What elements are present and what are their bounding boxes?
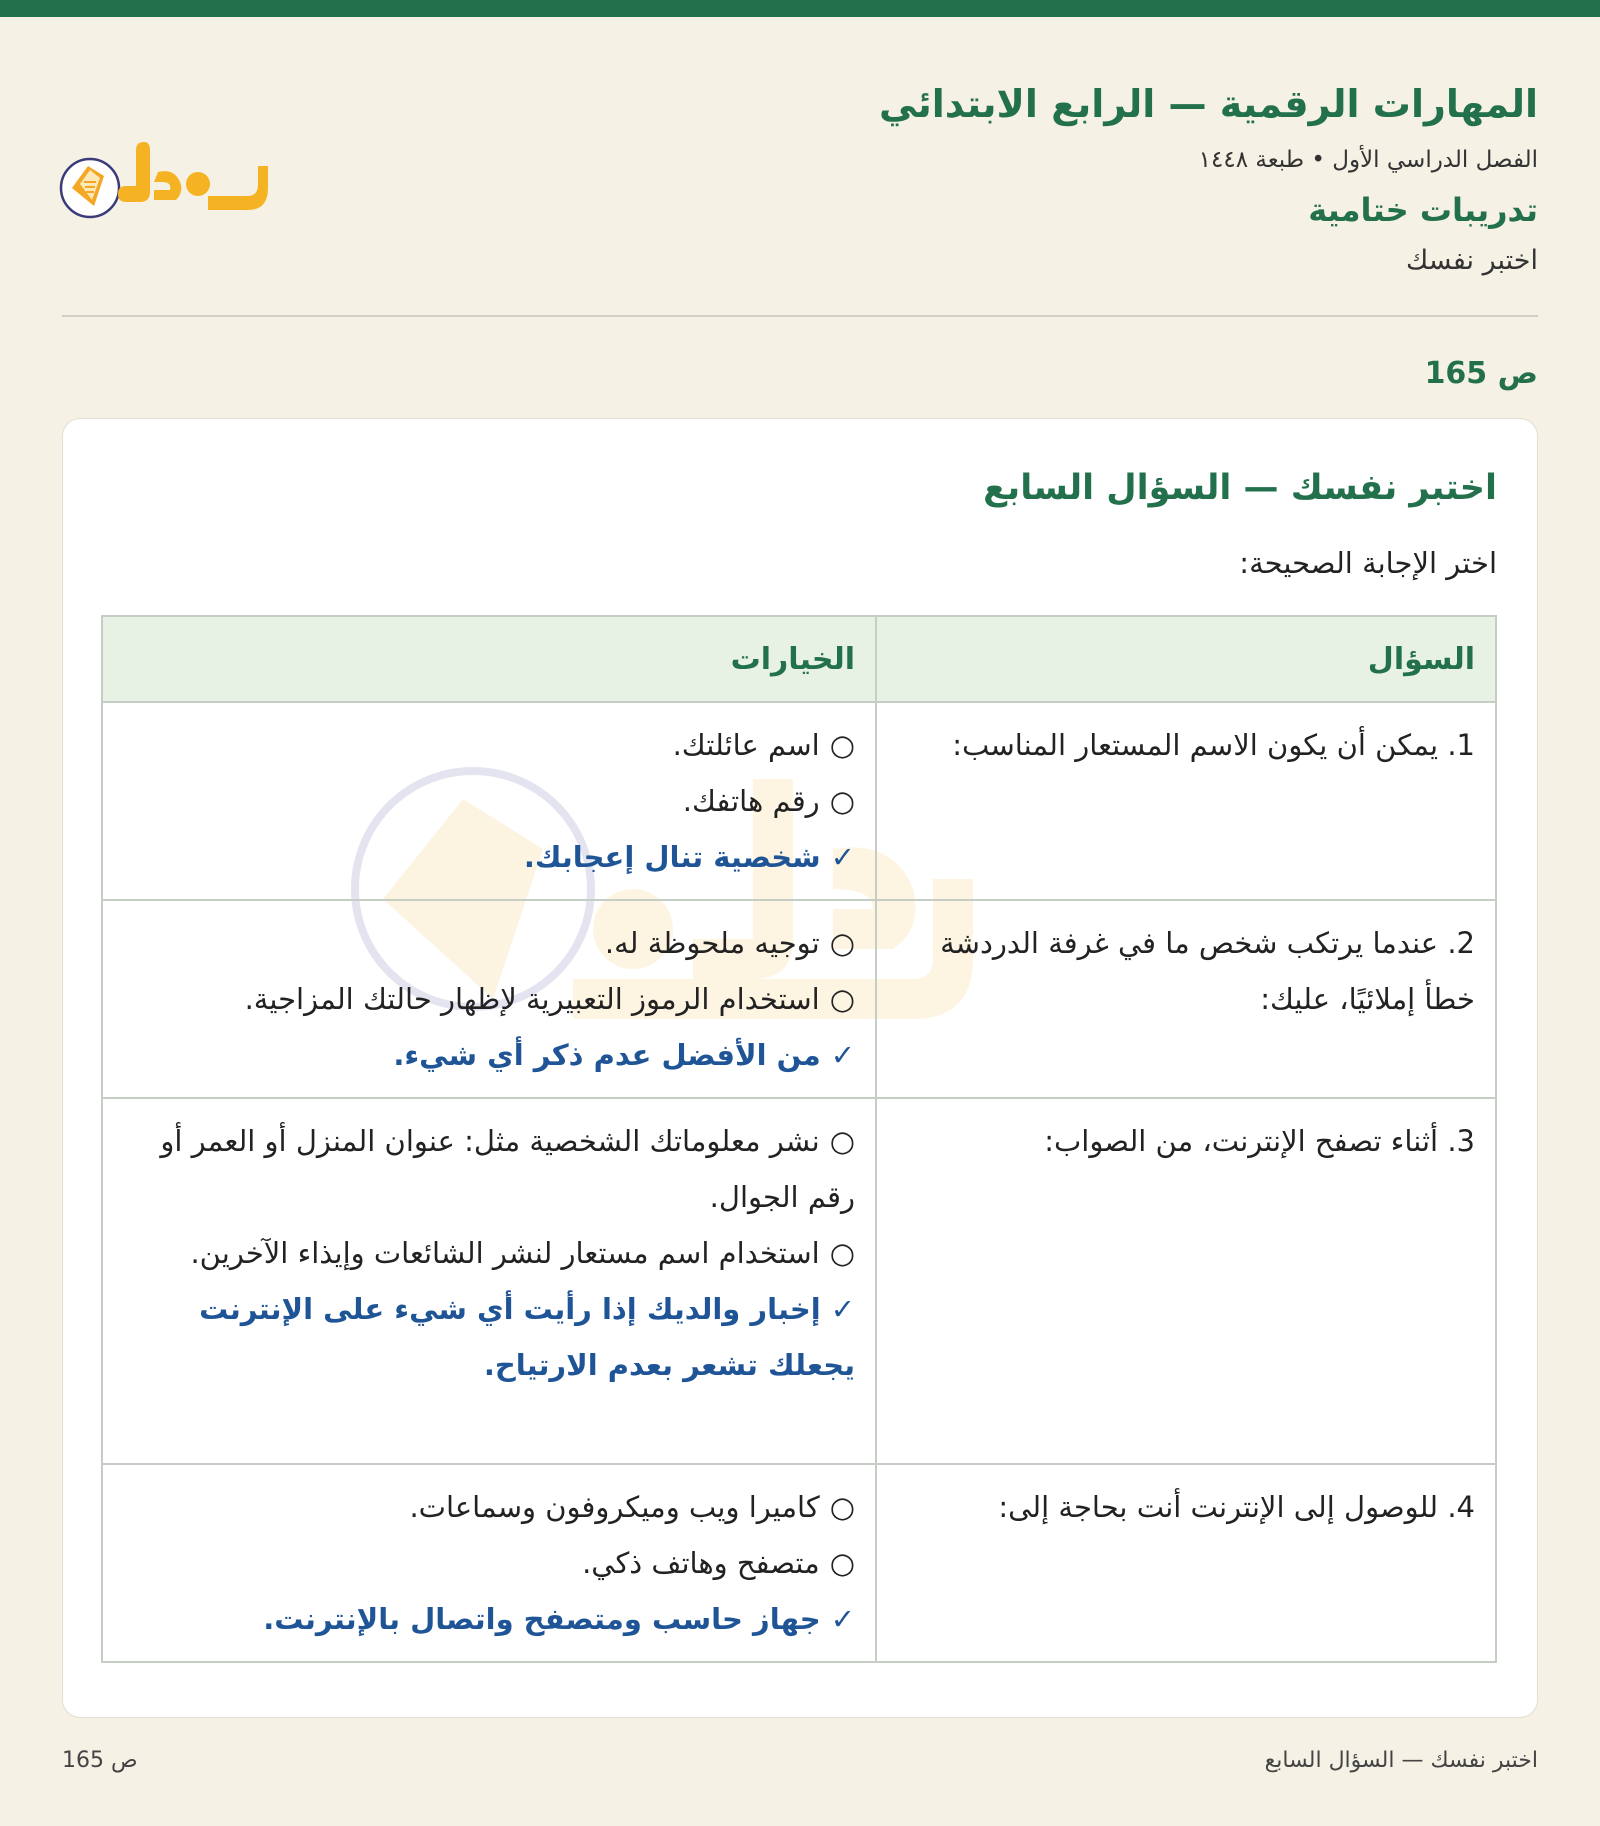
option-mark: ○ bbox=[829, 728, 855, 762]
table-header-row bbox=[102, 616, 1496, 702]
correct-option bbox=[123, 1591, 855, 1647]
option-mark: ○ bbox=[829, 1546, 855, 1580]
correct-option bbox=[123, 829, 855, 885]
options-cell bbox=[102, 900, 876, 1098]
table-row bbox=[102, 1098, 1496, 1464]
book-icon bbox=[61, 159, 119, 217]
header-question: السؤال bbox=[876, 616, 1496, 702]
option-text: إخبار والديك إذا رأيت أي شيء على الإنترنت يجعلك تشعر بعدم الارتياح. bbox=[199, 1292, 855, 1382]
check-icon: ✓ bbox=[830, 840, 855, 874]
option-text: من الأفضل عدم ذكر أي شيء. bbox=[393, 1038, 821, 1072]
option-text: توجيه ملحوظة له. bbox=[604, 926, 820, 960]
lesson-title: اختبر نفسك bbox=[1406, 245, 1538, 276]
question-cell: 4. للوصول إلى الإنترنت أنت بحاجة إلى: bbox=[876, 1464, 1496, 1662]
document-subtitle: الفصل الدراسي الأول • طبعة ١٤٤٨ bbox=[1198, 147, 1538, 173]
option-text: استخدام الرموز التعبيرية لإظهار حالتك المزاجية. bbox=[244, 982, 820, 1016]
qa-table bbox=[101, 615, 1497, 1663]
option-item bbox=[123, 915, 855, 971]
option-mark: ○ bbox=[829, 1124, 855, 1158]
option-item bbox=[123, 1113, 855, 1225]
option-text: جهاز حاسب ومتصفح واتصال بالإنترنت. bbox=[263, 1602, 821, 1636]
option-item bbox=[123, 773, 855, 829]
option-item bbox=[123, 1479, 855, 1535]
option-item bbox=[123, 971, 855, 1027]
options-cell bbox=[102, 702, 876, 900]
option-item bbox=[123, 1535, 855, 1591]
option-text: شخصية تنال إعجابك. bbox=[523, 840, 821, 874]
check-icon: ✓ bbox=[830, 1292, 855, 1326]
question-cell: 2. عندما يرتكب شخص ما في غرفة الدردشة خطأ إملائيًا، عليك: bbox=[876, 900, 1496, 1098]
correct-option bbox=[123, 1027, 855, 1083]
section-title: تدريبات ختامية bbox=[1308, 191, 1538, 229]
footer-page-number: ص 165 bbox=[62, 1748, 138, 1773]
footer-title: اختبر نفسك — السؤال السابع bbox=[1264, 1748, 1538, 1773]
option-text: رقم هاتفك. bbox=[682, 784, 820, 818]
table-row bbox=[102, 1464, 1496, 1662]
question-card bbox=[62, 418, 1538, 1718]
option-item bbox=[123, 1225, 855, 1281]
instruction-text: اختر الإجابة الصحيحة: bbox=[1239, 546, 1497, 580]
option-text: استخدام اسم مستعار لنشر الشائعات وإيذاء الآخرين. bbox=[190, 1236, 820, 1270]
option-text: كاميرا ويب وميكروفون وسماعات. bbox=[409, 1490, 820, 1524]
option-item bbox=[123, 717, 855, 773]
page-reference: ص 165 bbox=[1424, 356, 1538, 391]
hulul-logo bbox=[58, 136, 284, 236]
option-text: اسم عائلتك. bbox=[672, 728, 820, 762]
option-text: نشر معلوماتك الشخصية مثل: عنوان المنزل أو العمر أو رقم الجوال. bbox=[160, 1124, 855, 1214]
table-row bbox=[102, 900, 1496, 1098]
top-accent-bar bbox=[0, 0, 1600, 17]
option-mark: ○ bbox=[829, 1490, 855, 1524]
question-cell: 1. يمكن أن يكون الاسم المستعار المناسب: bbox=[876, 702, 1496, 900]
table-row bbox=[102, 702, 1496, 900]
correct-option bbox=[123, 1281, 855, 1393]
check-icon: ✓ bbox=[830, 1038, 855, 1072]
option-mark: ○ bbox=[829, 982, 855, 1016]
option-mark: ○ bbox=[829, 926, 855, 960]
check-icon: ✓ bbox=[830, 1602, 855, 1636]
header-options: الخيارات bbox=[102, 616, 876, 702]
options-cell bbox=[102, 1098, 876, 1464]
option-mark: ○ bbox=[829, 784, 855, 818]
option-mark: ○ bbox=[829, 1236, 855, 1270]
option-text: متصفح وهاتف ذكي. bbox=[582, 1546, 820, 1580]
header-divider bbox=[62, 315, 1538, 317]
question-cell: 3. أثناء تصفح الإنترنت، من الصواب: bbox=[876, 1098, 1496, 1464]
options-cell bbox=[102, 1464, 876, 1662]
card-title: اختبر نفسك — السؤال السابع bbox=[983, 468, 1497, 508]
document-title: المهارات الرقمية — الرابع الابتدائي bbox=[879, 82, 1538, 126]
